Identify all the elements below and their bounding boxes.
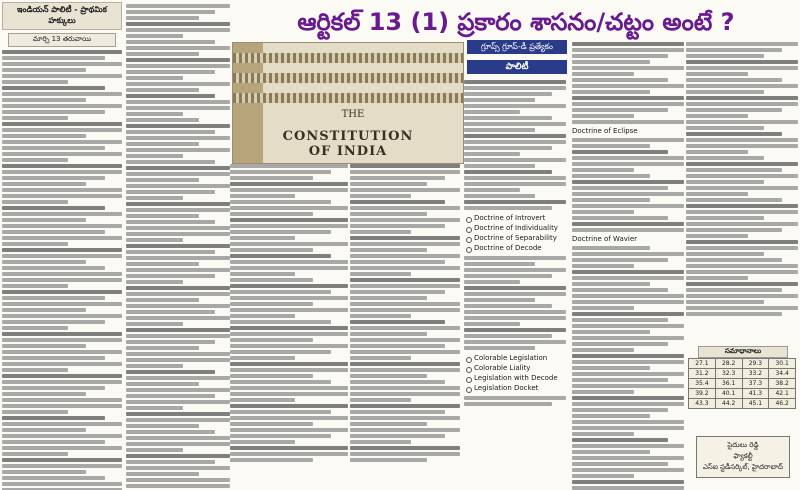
option-item: Doctrine of Decode [464, 244, 566, 252]
article-title: ఆర్టికల్ 13 (1) ప్రకారం శాసనం/చట్టం అంటే ? [297, 8, 735, 36]
middle-center-text [350, 162, 460, 464]
author-role: ఫ్యాకల్టీ [733, 452, 753, 460]
answers-table [688, 358, 796, 409]
legislation-options-list [464, 354, 566, 392]
option-item: Doctrine of Separability [464, 234, 566, 242]
option-item: Doctrine of Individuality [464, 224, 566, 232]
doctrine-options-list [464, 214, 566, 252]
option-item: Colorable Liality [464, 364, 566, 372]
question-text-block [126, 4, 230, 490]
middle-left-text [230, 162, 348, 464]
option-item: Doctrine of Introvert [464, 214, 566, 222]
section-subheading: మార్చి 13 తరువాయి [8, 33, 116, 47]
middle-column [230, 58, 566, 490]
table-row: 27.1 28.2 29.3 30.1 [689, 359, 796, 369]
answers-title: సమాధానాలు [698, 346, 788, 358]
table-row: 35.4 36.1 37.3 38.2 [689, 379, 796, 389]
doctrine-eclipse-heading: Doctrine of Eclipse [572, 127, 638, 135]
section-heading: ఇండియన్ పాలిటీ - ప్రాథమిక హక్కులు [2, 2, 122, 30]
subject-tag: పాలిటీ [467, 60, 567, 74]
fifth-column [686, 40, 798, 490]
photo-text-the: THE [341, 109, 365, 120]
option-item: Colorable Legislation [464, 354, 566, 362]
photo-caption: CONSTITUTION OF INDIA [282, 129, 414, 159]
author-place: ఎస్‌ఐ స్టడీసర్కిల్, హైదరాబాద్ [702, 463, 784, 471]
left-column [2, 2, 122, 490]
question-text-block [2, 50, 122, 490]
author-name: సైదులు రెడ్డి [727, 441, 759, 449]
second-column [126, 2, 230, 490]
table-row: 31.2 32.3 33.2 34.4 [689, 369, 796, 379]
table-row: 39.2 40.1 41.3 42.1 [689, 389, 796, 399]
groups-tag: గ్రూప్స్ గ్రూప్-డీ ప్రత్యేకం [467, 40, 567, 54]
option-item: Legislation Docket [464, 384, 566, 392]
table-row: 43.3 44.2 45.1 46.2 [689, 399, 796, 409]
author-box [696, 436, 790, 478]
fourth-column [572, 40, 684, 490]
option-item: Legislation with Decode [464, 374, 566, 382]
doctrine-waiver-heading: Doctrine of Wavier [572, 235, 638, 243]
doctrine-question-block [464, 78, 566, 408]
